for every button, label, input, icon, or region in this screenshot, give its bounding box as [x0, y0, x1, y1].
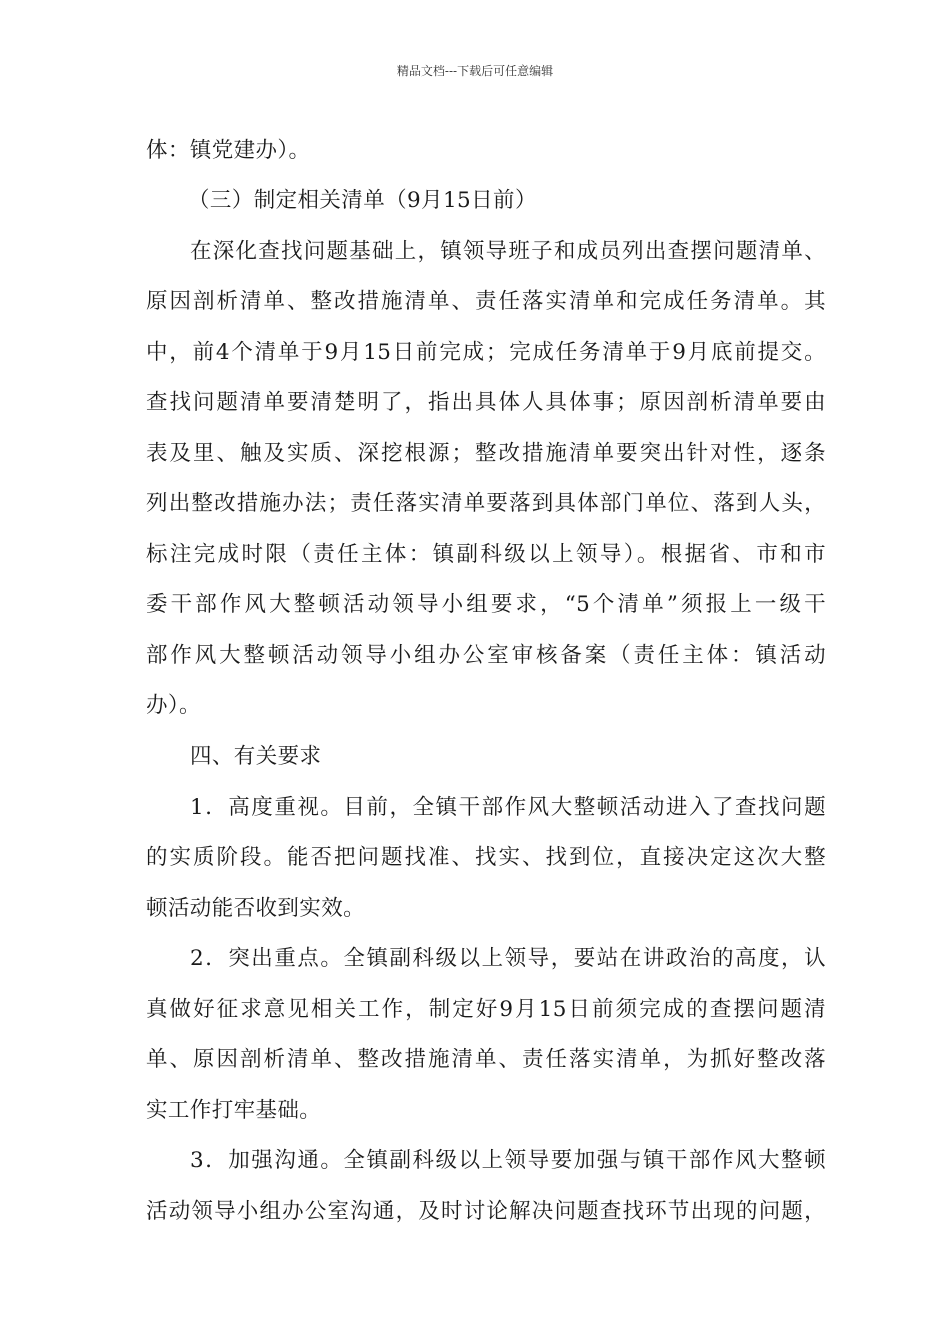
- text-line-17: 2．突出重点。全镇副科级以上领导，要站在讲政治的高度，认: [190, 946, 826, 971]
- text-line-5: 中，前4个清单于9月15日前完成；完成任务清单于9月底前提交。: [146, 340, 826, 365]
- text-line-19: 单、原因剖析清单、整改措施清单、责任落实清单，为抓好整改落: [146, 1047, 826, 1072]
- text-line-18: 真做好征求意见相关工作，制定好9月15日前须完成的查摆问题清: [146, 997, 826, 1022]
- text-line-21: 3．加强沟通。全镇副科级以上领导要加强与镇干部作风大整顿: [190, 1148, 826, 1173]
- text-line-12: 办）。: [146, 693, 201, 718]
- section-heading-3: （三）制定相关清单（9月15日前）: [188, 188, 537, 213]
- page-header: 精品文档---下载后可任意编辑: [396, 64, 554, 78]
- text-line-9: 标注完成时限（责任主体：镇副科级以上领导）。根据省、市和市: [146, 542, 826, 567]
- text-line-16: 顿活动能否收到实效。: [146, 896, 366, 921]
- text-line-1: 体：镇党建办）。: [146, 138, 311, 163]
- text-line-11: 部作风大整顿活动领导小组办公室审核备案（责任主体：镇活动: [146, 643, 826, 668]
- text-line-15: 的实质阶段。能否把问题找准、找实、找到位，直接决定这次大整: [146, 845, 826, 870]
- text-line-22: 活动领导小组办公室沟通，及时讨论解决问题查找环节出现的问题，: [146, 1199, 826, 1224]
- text-line-7: 表及里、触及实质、深挖根源；整改措施清单要突出针对性，逐条: [146, 441, 826, 466]
- text-line-20: 实工作打牢基础。: [146, 1098, 322, 1123]
- text-line-3: 在深化查找问题基础上，镇领导班子和成员列出查摆问题清单、: [190, 239, 826, 264]
- text-line-10: 委干部作风大整顿活动领导小组要求，“5个清单”须报上一级干: [146, 592, 826, 617]
- section-heading-4: 四、有关要求: [190, 744, 322, 769]
- text-line-6: 查找问题清单要清楚明了，指出具体人具体事；原因剖析清单要由: [146, 390, 826, 415]
- text-line-14: 1．高度重视。目前，全镇干部作风大整顿活动进入了查找问题: [190, 795, 826, 820]
- text-line-8: 列出整改措施办法；责任落实清单要落到具体部门单位、落到人头，: [146, 491, 826, 516]
- text-line-4: 原因剖析清单、整改措施清单、责任落实清单和完成任务清单。其: [146, 289, 826, 314]
